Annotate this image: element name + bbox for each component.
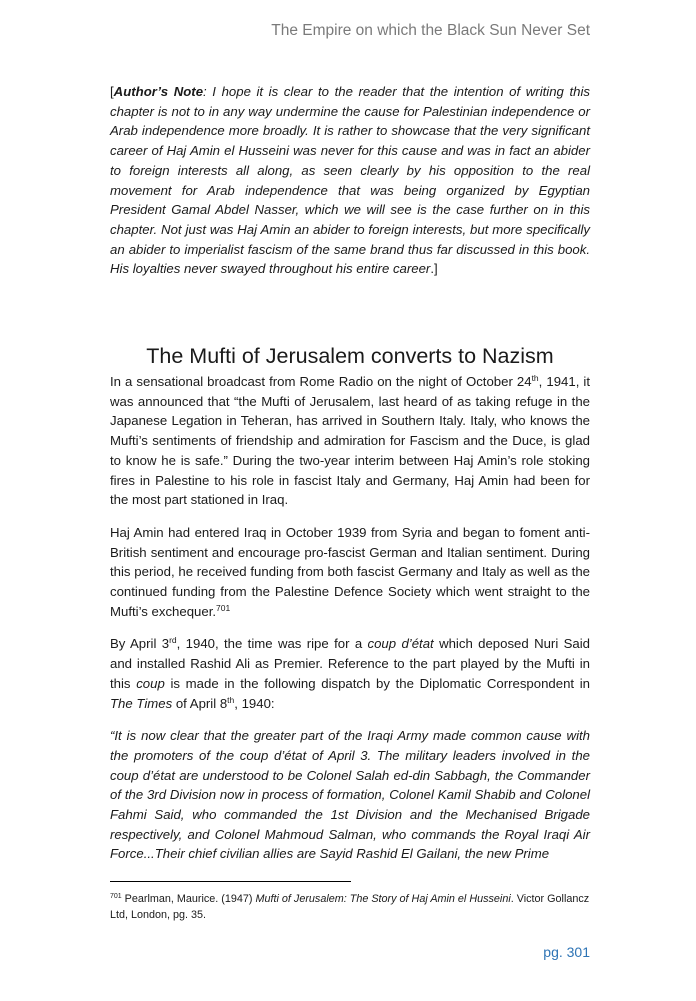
- p1-text-a: In a sensational broadcast from Rome Radio on the night of October 24: [110, 374, 532, 389]
- note-close: .]: [430, 261, 438, 277]
- p3-ordinal-1: rd: [169, 635, 177, 646]
- running-header: The Empire on which the Black Sun Never Set: [271, 22, 590, 39]
- paragraph-2: [110, 523, 590, 622]
- p3-ordinal-2: th: [227, 694, 235, 705]
- p3-italic-the-times: The Times: [110, 695, 173, 711]
- footnote-number: 701: [110, 893, 122, 900]
- p3-text-c: which deposed Nuri Said and installed Rashid Ali as Premier. Reference to the part played by the Mufti in this: [110, 636, 590, 691]
- footnote-701: [110, 891, 590, 923]
- p3-text-e: of April 8: [172, 695, 228, 711]
- footnote-book-title: Mufti of Jerusalem: The Story of Haj Amin el Husseini: [255, 893, 511, 905]
- note-text: : I hope it is clear to the reader that the intention of writing this chapter is not to in any way undermine the cause for Palestinian independence or Arab independence more broadly. It is rather to showcase that the very significant career of Haj Amin el Husseini was never for this cause and was in fact an abider to foreign interests all along, as seen clearly by his opposition to the real movement for Arab independence that was being organized by Egyptian President Gamal Abdel Nasser, which we will see is the case further on in this chapter. Not just was Haj Amin an abider to foreign interests, but more specifically an abider to imperialist fascism of the same brand thus far discussed in this book. His loyalties never swayed throughout his entire career: [110, 84, 590, 277]
- note-label: Author’s Note: [113, 84, 204, 99]
- paragraph-1: [110, 372, 590, 510]
- p2-text: Haj Amin had entered Iraq in October 1939 from Syria and began to foment anti-British sentiment and encourage pro-fascist German and Italian sentiment. During this period, he received funding from both fascist Germany and Italy as well as the continued funding from the Palestine Defence Society which went straight to the Mufti’s exchequer.: [110, 524, 590, 619]
- p1-text-b: , 1941, it was announced that “the Mufti of Jerusalem, last heard of as taking refuge in the Japanese Legation in Teheran, has arrived in Southern Italy. Italy, who knows the Mufti’s sentiments of friendship and admiration for Fascism and the Duce, is glad to know he is safe.” During the two-year interim between Haj Amin’s role stoking fires in Palestine to his role in fascist Italy and Germany, Haj Amin had been for the most part stationed in Iraq.: [110, 374, 590, 508]
- p3-text-a: By April 3: [110, 636, 170, 652]
- section-heading: The Mufti of Jerusalem converts to Nazism: [146, 343, 554, 368]
- page-number: pg. 301: [543, 944, 590, 960]
- p3-italic-coup: coup: [136, 675, 165, 691]
- footnote-text-b: . Victor Gollancz Ltd, London, pg. 35.: [110, 893, 590, 921]
- footnote-divider: [110, 881, 351, 882]
- body-text: [110, 372, 590, 877]
- p3-text-b: , 1940, the time was ripe for a: [176, 636, 368, 652]
- footnote-text-a: Pearlman, Maurice. (1947): [121, 893, 256, 905]
- note-open-bracket: [: [110, 84, 114, 99]
- p1-ordinal: th: [531, 373, 539, 383]
- p3-text-d: is made in the following dispatch by the Diplomatic Correspondent in: [164, 675, 591, 691]
- paragraph-3: [110, 634, 590, 713]
- footnote-ref-701[interactable]: 701: [216, 602, 231, 613]
- authors-note: [110, 82, 590, 279]
- p3-italic-coup-detat: coup d’état: [367, 636, 434, 652]
- block-quote: “It is now clear that the greater part of the Iraqi Army made common cause with the promoters of the coup d’état of April 3. The military leaders involved in the coup d’état are understood to be Colonel Salah ed-din Sabbagh, the Commander of the 3rd Division now in process of formation, Colonel Kamil Shabib and Colonel Fahmi Said, who commanded the 1st Division and the Mechanised Brigade respectively, and Colonel Mahmoud Salman, who commands the Royal Iraqi Air Force...Their chief civilian allies are Sayid Rashid El Gailani, the new Prime: [110, 728, 590, 862]
- p3-text-f: , 1940:: [234, 695, 275, 711]
